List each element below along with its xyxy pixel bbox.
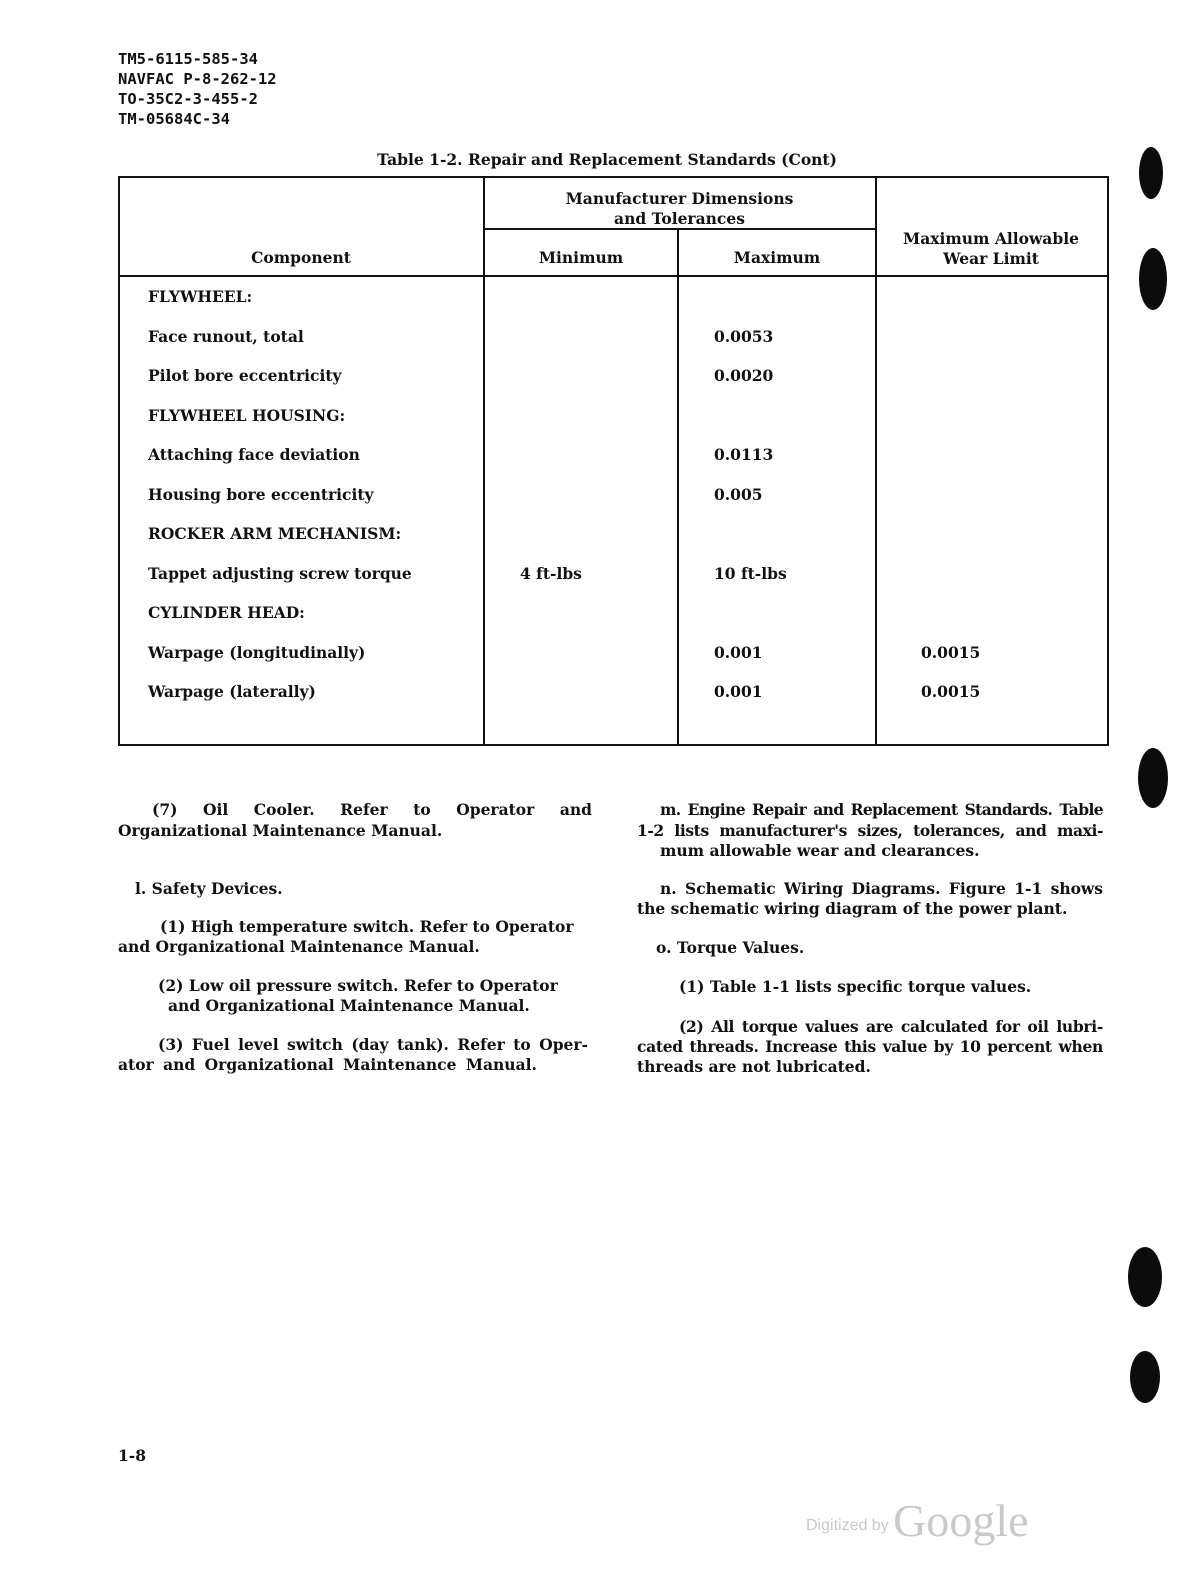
- engine-standards-line1: m. Engine Repair and Replacement Standards. Table: [660, 800, 1103, 819]
- row-component: Warpage (longitudinally): [148, 643, 366, 662]
- binder-hole-mark: [1139, 248, 1167, 310]
- torque-values-item2-line1: (2) All torque values are calculated for oil lubri-: [679, 1017, 1103, 1036]
- watermark-prefix: Digitized by: [806, 1517, 889, 1534]
- torque-values-item1: (1) Table 1-1 lists specific torque values.: [679, 977, 1032, 996]
- binder-hole-mark: [1128, 1247, 1162, 1307]
- row-component: Tappet adjusting screw torque: [148, 564, 412, 583]
- row-maximum: 0.001: [714, 682, 763, 701]
- row-maximum: 0.0113: [714, 445, 774, 464]
- row-component: Warpage (laterally): [148, 682, 316, 701]
- page-number: 1-8: [118, 1446, 147, 1465]
- row-section-flywheel-housing: FLYWHEEL HOUSING:: [148, 406, 346, 425]
- watermark-brand: Google: [893, 1495, 1029, 1546]
- row-wear-limit: 0.0015: [921, 643, 981, 662]
- header-maximum: Maximum: [733, 248, 821, 267]
- row-component: Pilot bore eccentricity: [148, 366, 342, 385]
- header-minimum: Minimum: [538, 248, 624, 267]
- table-border-bottom: [118, 744, 1109, 746]
- oil-cooler-line2: Organizational Maintenance Manual.: [118, 821, 443, 840]
- document-identifiers: [118, 49, 277, 129]
- engine-standards-line3: mum allowable wear and clearances.: [660, 841, 980, 860]
- high-temp-switch-line1: (1) High temperature switch. Refer to Operator: [160, 917, 574, 936]
- header-manufacturer-dimensions: Manufacturer Dimensions and Tolerances: [565, 189, 794, 228]
- fuel-level-switch-line1: (3) Fuel level switch (day tank). Refer to Oper-: [158, 1035, 588, 1054]
- row-maximum: 10 ft-lbs: [714, 564, 787, 583]
- table-border-right: [1107, 176, 1109, 746]
- oil-cooler-line1: (7) Oil Cooler. Refer to Operator and: [152, 800, 592, 819]
- row-minimum: 4 ft-lbs: [520, 564, 582, 583]
- doc-id-line: TM5-6115-585-34: [118, 50, 258, 68]
- doc-id-line: NAVFAC P-8-262-12: [118, 70, 277, 88]
- row-component: Face runout, total: [148, 327, 304, 346]
- binder-hole-mark: [1130, 1351, 1160, 1403]
- high-temp-switch-line2: and Organizational Maintenance Manual.: [118, 937, 480, 956]
- binder-hole-mark: [1139, 147, 1163, 199]
- fuel-level-switch-line2: ator and Organizational Maintenance Manual.: [118, 1055, 537, 1074]
- row-maximum: 0.0020: [714, 366, 774, 385]
- row-component: Housing bore eccentricity: [148, 485, 374, 504]
- header-rule: [118, 275, 1109, 277]
- table-caption: Table 1-2. Repair and Replacement Standards (Cont): [377, 150, 837, 169]
- row-section-rocker-arm: ROCKER ARM MECHANISM:: [148, 524, 402, 543]
- row-component: Attaching face deviation: [148, 445, 360, 464]
- row-section-flywheel: FLYWHEEL:: [148, 287, 253, 306]
- torque-values-item2-line2: cated threads. Increase this value by 10 percent when: [637, 1037, 1103, 1056]
- standards-table: [118, 176, 1109, 746]
- engine-standards-line2: 1-2 lists manufacturer's sizes, tolerances, and maxi-: [637, 821, 1103, 840]
- column-divider: [677, 228, 679, 746]
- row-maximum: 0.0053: [714, 327, 774, 346]
- low-oil-switch-line2: and Organizational Maintenance Manual.: [168, 996, 530, 1015]
- table-border-top: [118, 176, 1109, 178]
- row-section-cylinder-head: CYLINDER HEAD:: [148, 603, 305, 622]
- header-component: Component: [251, 248, 351, 267]
- row-wear-limit: 0.0015: [921, 682, 981, 701]
- doc-id-line: TM-05684C-34: [118, 110, 230, 128]
- torque-values-heading: o. Torque Values.: [656, 938, 805, 957]
- row-maximum: 0.005: [714, 485, 763, 504]
- safety-devices-heading: l. Safety Devices.: [135, 879, 283, 898]
- digitized-watermark: [806, 1494, 1029, 1547]
- header-wear-limit: Maximum Allowable Wear Limit: [903, 229, 1079, 268]
- torque-values-item2-line3: threads are not lubricated.: [637, 1057, 871, 1076]
- binder-hole-mark: [1138, 748, 1168, 808]
- wiring-diagrams-line2: the schematic wiring diagram of the power plant.: [637, 899, 1068, 918]
- row-maximum: 0.001: [714, 643, 763, 662]
- doc-id-line: TO-35C2-3-455-2: [118, 90, 258, 108]
- low-oil-switch-line1: (2) Low oil pressure switch. Refer to Operator: [158, 976, 558, 995]
- wiring-diagrams-line1: n. Schematic Wiring Diagrams. Figure 1-1 shows: [660, 879, 1103, 898]
